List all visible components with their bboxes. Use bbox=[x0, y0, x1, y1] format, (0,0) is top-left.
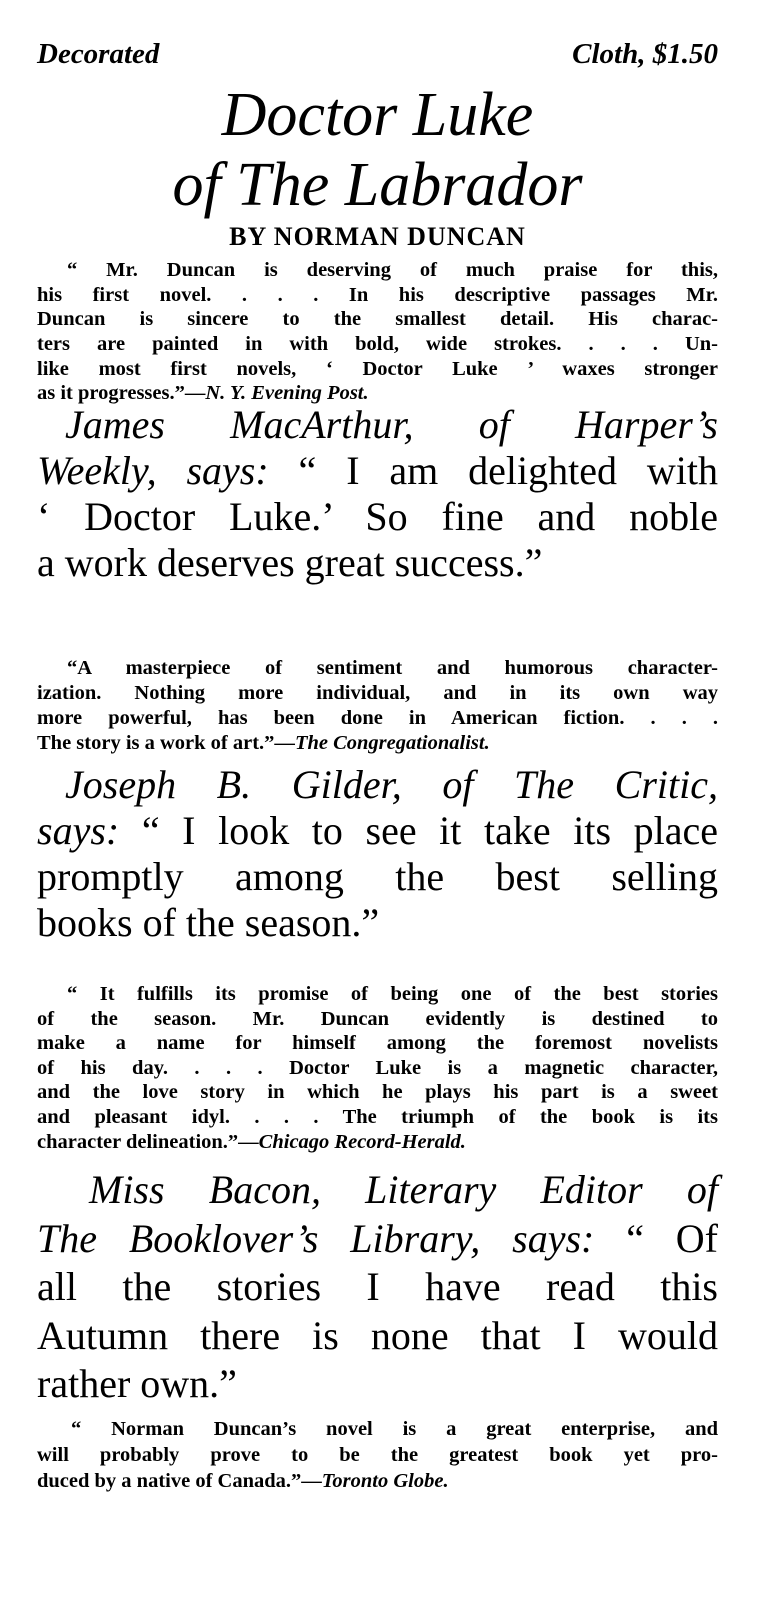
review-quote-toronto-globe bbox=[37, 1416, 718, 1494]
text-segment: as it progresses.”— bbox=[37, 382, 206, 405]
book-title-line-1: Doctor Luke bbox=[221, 81, 534, 149]
author-byline: BY NORMAN DUNCAN bbox=[229, 222, 526, 251]
text-segment: “ Norman Duncan’s novel is a great enterprise, and bbox=[71, 1418, 718, 1440]
text-line bbox=[37, 1007, 718, 1032]
binding-label: Decorated bbox=[37, 38, 160, 70]
text-line bbox=[37, 681, 718, 706]
text-line bbox=[37, 1468, 718, 1494]
text-segment: rather own.” bbox=[37, 1361, 237, 1406]
source-attribution: James MacArthur, of Harper’s bbox=[65, 402, 718, 447]
text-line bbox=[37, 307, 718, 332]
text-segment: “ I look to see it take its place bbox=[119, 808, 718, 853]
source-attribution: Joseph B. Gilder, of The Critic, bbox=[65, 762, 718, 807]
text-line bbox=[37, 283, 718, 308]
text-line bbox=[37, 332, 718, 357]
text-segment: Duncan is sincere to the smallest detail. His charac- bbox=[37, 308, 718, 331]
text-line bbox=[37, 982, 718, 1007]
review-quote-chicago-record-herald bbox=[37, 982, 718, 1154]
review-quote-evening-post bbox=[37, 258, 718, 406]
source-attribution: says: bbox=[37, 808, 120, 853]
text-segment: of the season. Mr. Duncan evidently is destined to bbox=[37, 1007, 718, 1030]
source-attribution: Weekly, says: bbox=[37, 448, 269, 493]
text-line bbox=[37, 762, 718, 808]
text-segment: The story is a work of art.”— bbox=[37, 732, 295, 754]
text-line bbox=[37, 731, 718, 756]
text-line bbox=[37, 1215, 718, 1264]
text-segment: books of the season.” bbox=[37, 900, 380, 945]
text-line bbox=[37, 540, 718, 586]
text-line bbox=[37, 706, 718, 731]
text-line bbox=[37, 494, 718, 540]
text-segment: ‘ Doctor Luke.’ So fine and noble bbox=[37, 494, 718, 539]
source-attribution: Chicago Record-Herald. bbox=[258, 1130, 466, 1153]
text-segment: ters are painted in with bold, wide strokes. . . . Un- bbox=[37, 333, 718, 356]
text-line bbox=[37, 1442, 718, 1468]
text-line bbox=[37, 258, 718, 283]
source-attribution: The Booklover’s Library, says: bbox=[37, 1215, 595, 1261]
book-title-line-2: of The Labrador bbox=[172, 151, 583, 219]
text-line bbox=[37, 448, 718, 494]
testimonial-miss-bacon bbox=[37, 1166, 718, 1409]
text-segment: duced by a native of Canada.”— bbox=[37, 1470, 322, 1492]
text-segment: like most first novels, ‘ Doctor Luke ’ waxes stronger bbox=[37, 357, 718, 380]
text-segment: “ Mr. Duncan is deserving of much praise for this, bbox=[67, 259, 718, 281]
binding-price-header bbox=[37, 38, 718, 78]
text-line bbox=[37, 1312, 718, 1361]
source-attribution: The Congregationalist. bbox=[294, 732, 490, 754]
text-segment: “ I am delighted with bbox=[268, 448, 719, 493]
text-line bbox=[37, 1360, 718, 1409]
text-line bbox=[37, 1166, 718, 1215]
text-segment: “ Of bbox=[594, 1215, 718, 1261]
source-attribution: N. Y. Evening Post. bbox=[205, 382, 369, 405]
text-line bbox=[37, 1105, 718, 1130]
text-line bbox=[37, 1080, 718, 1105]
text-line bbox=[37, 1416, 718, 1442]
text-line bbox=[37, 357, 718, 382]
text-line bbox=[37, 656, 718, 681]
text-segment: ization. Nothing more individual, and in its own way bbox=[37, 682, 718, 704]
text-segment: all the stories I have read this bbox=[37, 1264, 718, 1309]
text-segment: make a name for himself among the foremost novelists bbox=[37, 1032, 718, 1055]
text-segment: his first novel. . . . In his descriptive passages Mr. bbox=[37, 283, 718, 306]
text-segment: promptly among the best selling bbox=[37, 854, 718, 899]
text-line bbox=[37, 854, 718, 900]
text-segment: and the love story in which he plays his part is a sweet bbox=[37, 1081, 718, 1104]
testimonial-gilder bbox=[37, 762, 718, 946]
text-segment: a work deserves great success.” bbox=[37, 540, 543, 585]
source-attribution: Miss Bacon, Literary Editor of bbox=[89, 1167, 718, 1212]
text-line bbox=[37, 1056, 718, 1081]
text-segment: character delineation.”— bbox=[37, 1130, 259, 1153]
text-line bbox=[37, 1031, 718, 1056]
text-segment: “A masterpiece of sentiment and humorous character- bbox=[67, 657, 718, 679]
text-segment: “ It fulfills its promise of being one of the best stories bbox=[67, 983, 718, 1005]
text-segment: of his day. . . . Doctor Luke is a magnetic character, bbox=[37, 1056, 718, 1079]
testimonial-macarthur bbox=[37, 402, 718, 586]
review-quote-congregationalist bbox=[37, 656, 718, 756]
text-segment: Autumn there is none that I would bbox=[37, 1312, 718, 1358]
text-segment: more powerful, has been done in American fiction. . . . bbox=[37, 707, 718, 729]
price-label: Cloth, $1.50 bbox=[572, 38, 718, 70]
text-line bbox=[37, 1130, 718, 1155]
text-line bbox=[37, 808, 718, 854]
text-segment: and pleasant idyl. . . . The triumph of the book is its bbox=[37, 1105, 718, 1128]
text-segment: will probably prove to be the greatest book yet pro- bbox=[37, 1444, 718, 1466]
text-line bbox=[37, 402, 718, 448]
text-line bbox=[37, 1263, 718, 1312]
source-attribution: Toronto Globe. bbox=[321, 1470, 449, 1492]
text-line bbox=[37, 900, 718, 946]
